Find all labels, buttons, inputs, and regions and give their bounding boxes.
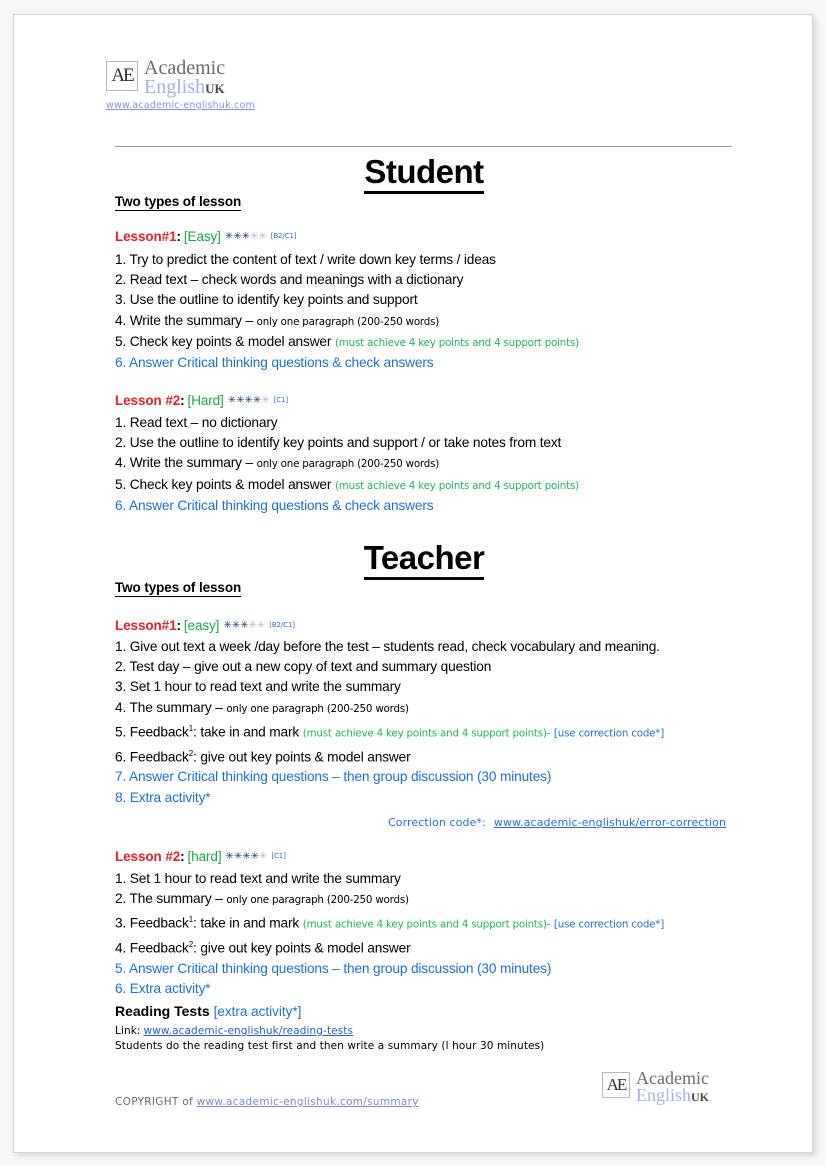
steps-teacher-2 [115, 869, 755, 999]
step: 5. Check key points & model answer (must achieve 4 key points and 4 support points) [115, 333, 579, 349]
reading-tests-link[interactable]: www.academic-englishuk/reading-tests [143, 1025, 354, 1037]
brand-word-academic: Academic [144, 57, 226, 79]
reading-tests-extra-label: [extra activity*] [213, 1004, 302, 1019]
brand-word-uk: UK [691, 1090, 710, 1105]
reading-tests-link-row: Link: www.academic-englishuk/reading-tests [115, 1025, 354, 1037]
step: 4. Write the summary – only one paragraph (200-250 words) [115, 455, 440, 471]
step: 1. Try to predict the content of text / write down key terms / ideas [115, 252, 496, 267]
step: 4. Write the summary – only one paragraph (200-250 words) [115, 312, 440, 328]
steps-student-2 [115, 413, 755, 516]
step: 1. Read text – no dictionary [115, 415, 278, 430]
header-website-link[interactable]: www.academic-englishuk.com [106, 99, 255, 111]
step: 6. Extra activity* [115, 981, 211, 997]
page-title-student: Student [304, 153, 544, 191]
step: 5. Check key points & model answer (must achieve 4 key points and 4 support points) [115, 476, 579, 492]
document-page [13, 14, 813, 1153]
step: 6. Answer Critical thinking questions & check answers [115, 497, 434, 513]
step: 2. The summary – only one paragraph (200-250 words) [115, 891, 409, 907]
correction-code-line: Correction code*: www.academic-englishuk/error-correction [388, 816, 727, 829]
step: 6. Feedback$^2$: give out key points & model answer [115, 748, 411, 765]
step: 5. Feedback$^1$: take in and mark (must achieve 4 key points and 4 support points)- [use correction code*] [115, 723, 665, 740]
reading-tests-description: Students do the reading test first and then write a summary (l hour 30 minutes) [115, 1040, 545, 1052]
ae-monogram-icon: AE [602, 1072, 630, 1098]
step: 5. Answer Critical thinking questions – then group discussion (30 minutes) [115, 960, 552, 976]
brand-word-english: English [636, 1085, 692, 1106]
step: 3. Set 1 hour to read text and write the summary [115, 679, 401, 695]
step: 8. Extra activity* [115, 789, 211, 805]
step: 2. Test day – give out a new copy of text and summary question [115, 659, 492, 675]
footer-copyright-link[interactable]: www.academic-englishuk.com/summary [196, 1096, 419, 1108]
brand-word-academic: Academic [636, 1068, 709, 1088]
footer-logo [602, 1070, 709, 1105]
difficulty-stars: ✳✳✳✳✳ [225, 851, 268, 862]
ae-monogram-icon: AE [106, 61, 138, 91]
steps-student-1 [115, 250, 755, 373]
step: 1. Set 1 hour to read text and write the summary [115, 871, 401, 886]
subheading-teacher: Two types of lesson [115, 580, 242, 595]
brand-word-english: English [144, 76, 206, 99]
correction-code-link[interactable]: www.academic-englishuk/error-correction [493, 816, 727, 829]
brand-word-uk: UK [205, 81, 225, 97]
subheading-student: Two types of lesson [115, 194, 242, 209]
lesson-header-teacher-1: Lesson#1: [easy] ✳✳✳✳✳ [B2/C1] [115, 618, 295, 633]
step: 4. The summary – only one paragraph (200-250 words) [115, 699, 409, 715]
difficulty-stars: ✳✳✳✳✳ [224, 231, 267, 242]
header-logo [106, 59, 366, 111]
step: 1. Give out text a week /day before the test – students read, check vocabulary and meaning. [115, 639, 660, 654]
footer-copyright: COPYRIGHT of www.academic-englishuk.com/summary [115, 1096, 419, 1108]
step: 2. Read text – check words and meanings with a dictionary [115, 272, 464, 288]
step: 7. Answer Critical thinking questions – then group discussion (30 minutes) [115, 769, 552, 785]
lesson-header-student-2: Lesson #2: [Hard] ✳✳✳✳✳ [C1] [115, 393, 289, 408]
header-divider [115, 146, 732, 147]
step: 3. Feedback$^1$: take in and mark (must achieve 4 key points and 4 support points)- [use correction code*] [115, 915, 665, 931]
lesson-header-student-1: Lesson#1: [Easy] ✳✳✳✳✳ [B2/C1] [115, 229, 297, 244]
reading-tests-block [115, 1003, 544, 1052]
step: 2. Use the outline to identify key points and support / or take notes from text [115, 435, 562, 451]
difficulty-stars: ✳✳✳✳✳ [223, 620, 266, 631]
page-sheet [14, 15, 812, 1152]
difficulty-stars: ✳✳✳✳✳ [227, 395, 270, 406]
lesson-header-teacher-2: Lesson #2: [hard] ✳✳✳✳✳ [C1] [115, 849, 286, 864]
step: 4. Feedback$^2$: give out key points & model answer [115, 940, 411, 956]
step: 6. Answer Critical thinking questions & check answers [115, 355, 434, 371]
page-title-teacher: Teacher [304, 539, 544, 577]
reading-tests-title: Reading Tests [115, 1003, 210, 1019]
step: 3. Use the outline to identify key points and support [115, 292, 418, 308]
steps-teacher-1 [115, 637, 755, 808]
